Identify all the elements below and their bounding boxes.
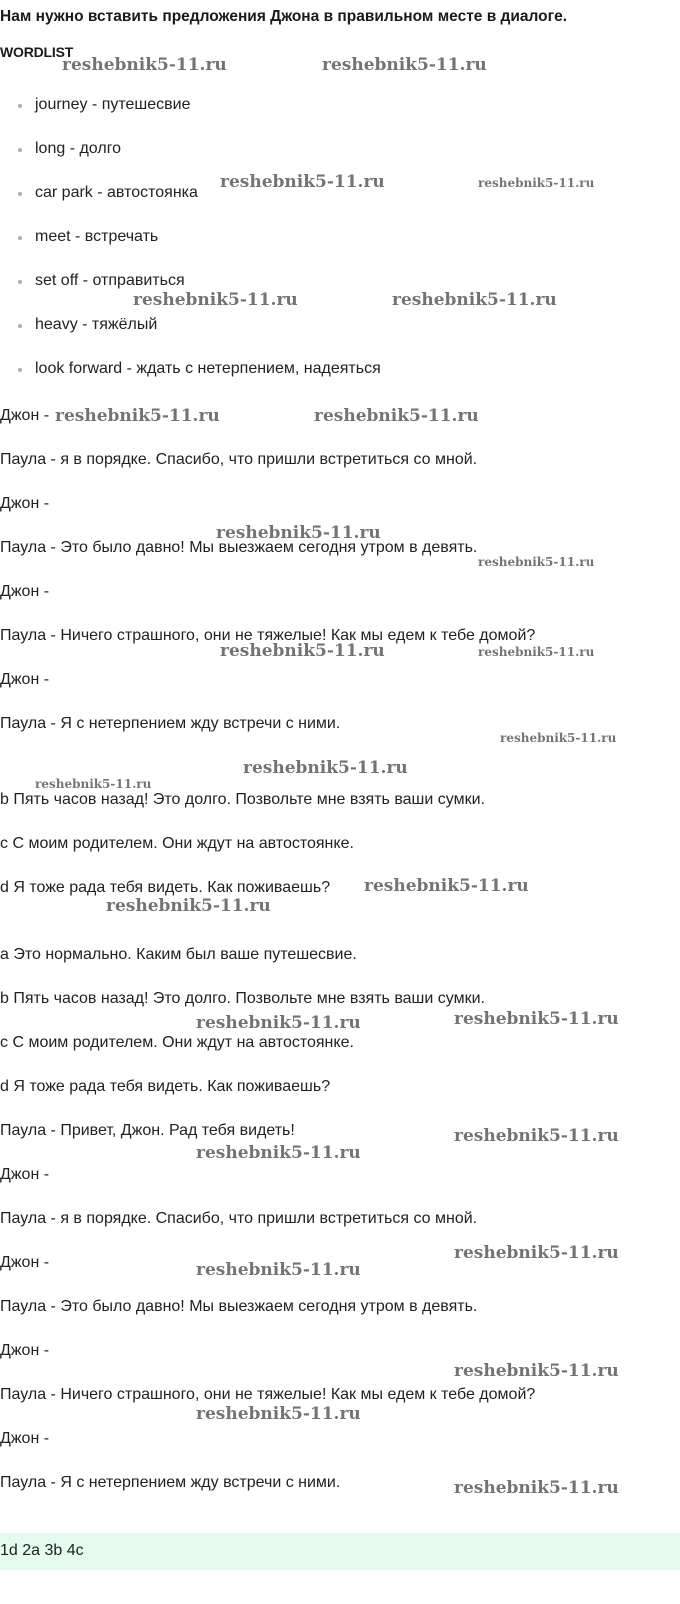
option-line: b Пять часов назад! Это долго. Позвольте мне взять ваши сумки. xyxy=(0,791,485,808)
watermark: reshebnik5-11.ru xyxy=(322,55,487,75)
watermark: reshebnik5-11.ru xyxy=(196,1013,361,1033)
option-line: c С моим родителем. Они ждут на автостоянке. xyxy=(0,835,354,852)
watermark: reshebnik5-11.ru xyxy=(196,1143,361,1163)
wordlist-item: long - долго xyxy=(35,140,122,157)
answer-box xyxy=(0,1533,680,1570)
watermark: reshebnik5-11.ru xyxy=(478,645,595,659)
watermark: reshebnik5-11.ru xyxy=(106,896,271,916)
watermark: reshebnik5-11.ru xyxy=(454,1361,619,1381)
bullet-icon xyxy=(18,236,22,240)
watermark: reshebnik5-11.ru xyxy=(454,1126,619,1146)
watermark: reshebnik5-11.ru xyxy=(133,290,298,310)
watermark: reshebnik5-11.ru xyxy=(454,1478,619,1498)
dialogue-line: Паула - Я с нетерпением жду встречи с ними. xyxy=(0,715,341,732)
wordlist-item: set off - отправиться xyxy=(35,272,185,289)
watermark: reshebnik5-11.ru xyxy=(454,1009,619,1029)
watermark: reshebnik5-11.ru xyxy=(35,777,152,791)
watermark: reshebnik5-11.ru xyxy=(500,731,617,745)
wordlist-item: car park - автостоянка xyxy=(35,184,198,201)
dialogue-line: Паула - я в порядке. Спасибо, что пришли встретиться со мной. xyxy=(0,451,478,468)
watermark: reshebnik5-11.ru xyxy=(478,176,595,190)
watermark: reshebnik5-11.ru xyxy=(478,555,595,569)
dialogue-line: Джон - xyxy=(0,1430,50,1447)
dialogue-line: Паула - Ничего страшного, они не тяжелые! Как мы едем к тебе домой? xyxy=(0,1386,536,1403)
dialogue-line: Джон - xyxy=(0,583,50,600)
bullet-icon xyxy=(18,280,22,284)
dialogue-line: Паула - Я с нетерпением жду встречи с ними. xyxy=(0,1474,341,1491)
dialogue-line: Джон - xyxy=(0,671,50,688)
dialogue-line: Паула - Это было давно! Мы выезжаем сегодня утром в девять. xyxy=(0,1298,478,1315)
watermark: reshebnik5-11.ru xyxy=(364,876,529,896)
watermark: reshebnik5-11.ru xyxy=(216,523,381,543)
wordlist-item: heavy - тяжёлый xyxy=(35,316,158,333)
dialogue-line: Джон - xyxy=(0,495,50,512)
wordlist-item: look forward - ждать с нетерпением, надеяться xyxy=(35,360,381,377)
watermark: reshebnik5-11.ru xyxy=(392,290,557,310)
wordlist-title: WORDLIST xyxy=(0,44,74,60)
bullet-icon xyxy=(18,148,22,152)
answer-text: 1d 2a 3b 4c xyxy=(0,1542,84,1559)
dialogue-line: Джон - xyxy=(0,1342,50,1359)
option-line: b Пять часов назад! Это долго. Позвольте мне взять ваши сумки. xyxy=(0,990,485,1007)
watermark: reshebnik5-11.ru xyxy=(220,172,385,192)
watermark: reshebnik5-11.ru xyxy=(243,758,408,778)
option-line: d Я тоже рада тебя видеть. Как поживаешь? xyxy=(0,1078,331,1095)
bullet-icon xyxy=(18,368,22,372)
dialogue-line: Паула - Привет, Джон. Рад тебя видеть! xyxy=(0,1122,295,1139)
dialogue-line: Паула - я в порядке. Спасибо, что пришли встретиться со мной. xyxy=(0,1210,478,1227)
task-heading: Нам нужно вставить предложения Джона в правильном месте в диалоге. xyxy=(0,8,568,25)
dialogue-line: Джон - xyxy=(0,1166,50,1183)
watermark: reshebnik5-11.ru xyxy=(454,1243,619,1263)
watermark: reshebnik5-11.ru xyxy=(62,55,227,75)
dialogue-line: Паула - Это было давно! Мы выезжаем сегодня утром в девять. xyxy=(0,539,478,556)
wordlist-item: journey - путешесвие xyxy=(35,96,191,113)
bullet-icon xyxy=(18,192,22,196)
bullet-icon xyxy=(18,104,22,108)
bullet-icon xyxy=(18,324,22,328)
option-line: a Это нормально. Каким был ваше путешесвие. xyxy=(0,946,357,963)
dialogue-line: Паула - Ничего страшного, они не тяжелые! Как мы едем к тебе домой? xyxy=(0,627,536,644)
dialogue-line: Джон - xyxy=(0,407,50,424)
watermark: reshebnik5-11.ru xyxy=(55,406,220,426)
option-line: c С моим родителем. Они ждут на автостоянке. xyxy=(0,1034,354,1051)
dialogue-line: Джон - xyxy=(0,1254,50,1271)
watermark: reshebnik5-11.ru xyxy=(196,1260,361,1280)
watermark: reshebnik5-11.ru xyxy=(220,641,385,661)
wordlist-item: meet - встречать xyxy=(35,228,159,245)
watermark: reshebnik5-11.ru xyxy=(196,1404,361,1424)
watermark: reshebnik5-11.ru xyxy=(314,406,479,426)
option-line: d Я тоже рада тебя видеть. Как поживаешь? xyxy=(0,879,331,896)
